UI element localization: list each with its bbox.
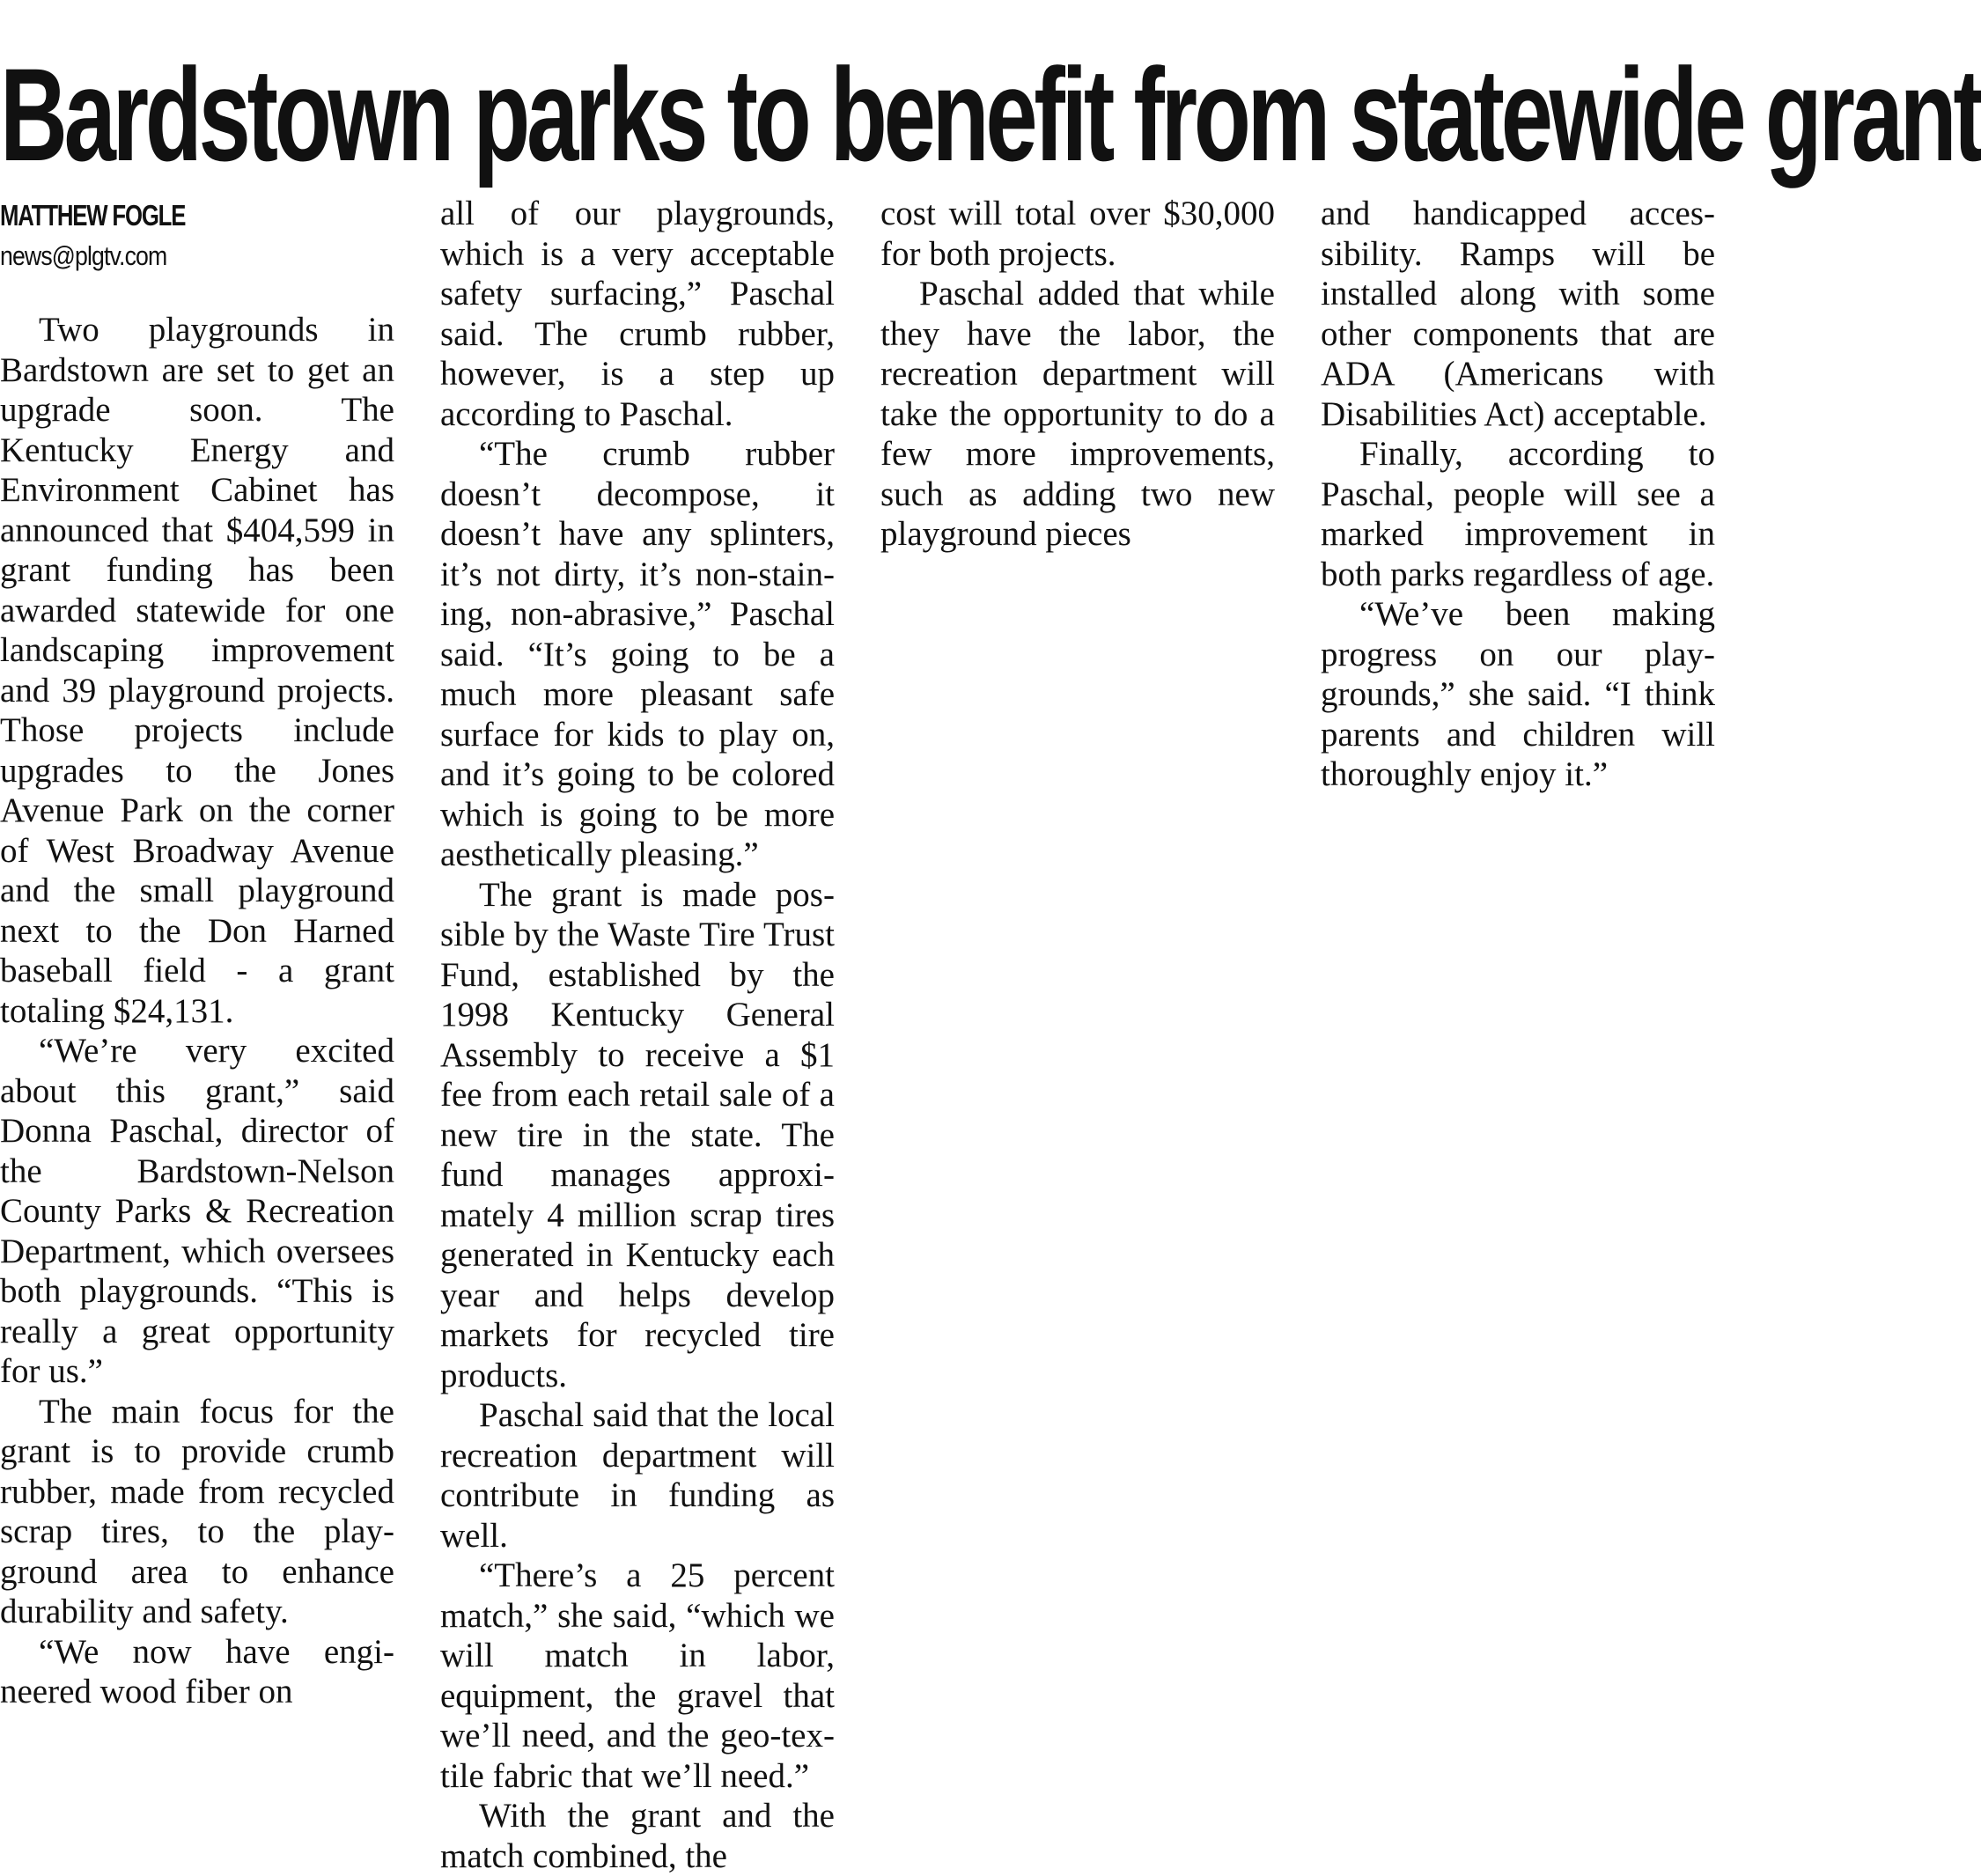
article-paragraph: “We now have engineered wood fiber on — [0, 1632, 394, 1710]
article-column-2 — [440, 194, 835, 1876]
article-column-1 — [0, 310, 394, 1712]
article-paragraph-continued: all of our playgrounds, which is a very acceptable safety surfacing,” Paschal said. The crumb rubber, however, is a step up according to Paschal. — [440, 195, 835, 433]
byline — [0, 195, 396, 276]
author-email: news@plgtv.com — [0, 240, 167, 271]
article-paragraph: The grant is made possible by the Waste Tire Trust Fund, established by the 1998 Kentucky General Assembly to receive a $1 fee from each retail sale of a new tire in the state. The fund manages approximately 4 million scrap tires generated in Kentucky each year and helps develop markets for recycled tire products. — [440, 875, 835, 1394]
article-paragraph: “The crumb rubber doesn’t decompose, it doesn’t have any splinters, it’s not dirty, it’s non-staining, non-abrasive,” Paschal said. “It’s going to be a much more pleasant safe surface for kids to play on, and it’s going to be colored which is going to be more aesthetically pleasing.” — [440, 435, 835, 873]
article-paragraph: The main focus for the grant is to provide crumb rubber, made from recycled scrap tires, to the playground area to enhance durability and safety. — [0, 1392, 394, 1630]
article-column-3 — [880, 194, 1275, 555]
article-paragraph: With the grant and the match combined, the — [440, 1797, 835, 1875]
article-paragraph: Finally, according to Paschal, people will see a marked improvement in both parks regardless of age. — [1321, 435, 1715, 593]
article-paragraph-continued: cost will total over $30,000 for both projects. — [880, 195, 1275, 273]
article-column-4 — [1321, 194, 1715, 795]
headline: Bardstown parks to benefit from statewide grant — [0, 40, 1981, 188]
article-paragraph: Paschal added that while they have the labor, the recreation department will take the opportunity to do a few more improvements, such as adding two new playground pieces — [880, 275, 1275, 553]
article-paragraph: Two playgrounds in Bardstown are set to get an upgrade soon. The Kentucky Energy and Environment Cabinet has announced that $404,599 in grant funding has been awarded statewide for one landscaping improvement and 39 playground projects. Those projects include upgrades to the Jones Avenue Park on the corner of West Broadway Avenue and the small playground next to the Don Harned baseball field - a grant totaling $24,131. — [0, 311, 394, 1030]
article-paragraph: “We’re very excited about this grant,” said Donna Paschal, director of the Bardstown-Nelson County Parks & Recreation Department, which oversees both playgrounds. “This is really a great opportunity for us.” — [0, 1032, 394, 1390]
article-paragraph-continued: and handicapped accessibility. Ramps will be installed along with some other components that are ADA (Americans with Disabilities Act) acceptable. — [1321, 195, 1715, 433]
author-name: MATTHEW FOGLE — [0, 199, 186, 232]
article-paragraph: Paschal said that the local recreation department will contribute in funding as well. — [440, 1396, 835, 1555]
article-paragraph: “There’s a 25 percent match,” she said, “which we will match in labor, equipment, the gravel that we’ll need, and the geo-textile fabric that we’ll need.” — [440, 1556, 835, 1795]
article-paragraph: “We’ve been making progress on our playgrounds,” she said. “I think parents and children will thoroughly enjoy it.” — [1321, 595, 1715, 793]
